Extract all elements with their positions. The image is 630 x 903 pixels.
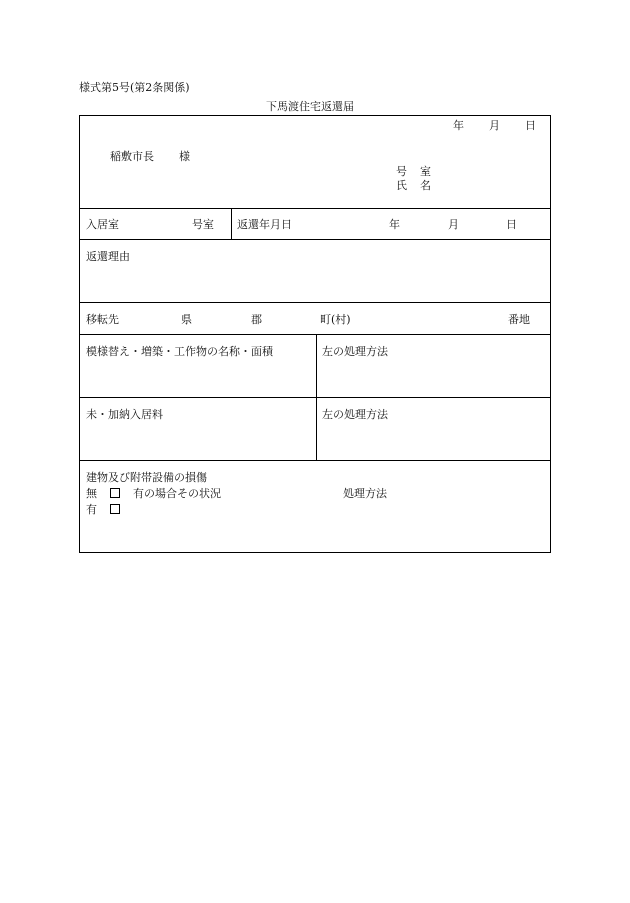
return-month: 月 bbox=[448, 218, 459, 231]
addressee-sama: 様 bbox=[179, 150, 190, 163]
relocation-prefecture: 県 bbox=[181, 313, 192, 326]
damage-none-checkbox[interactable] bbox=[110, 488, 120, 498]
room-suffix: 号室 bbox=[192, 218, 214, 231]
rent-label: 未・加納入居料 bbox=[86, 408, 163, 421]
remodel-handling-label: 左の処理方法 bbox=[322, 345, 388, 358]
return-year: 年 bbox=[389, 218, 400, 231]
date-month-label: 月 bbox=[489, 119, 500, 132]
applicant-name-shi: 氏 bbox=[396, 179, 407, 192]
damage-yes-checkbox[interactable] bbox=[110, 504, 120, 514]
remodel-label: 模様替え・増築・工作物の名称・面積 bbox=[86, 345, 273, 358]
applicant-room-go: 号 bbox=[396, 165, 407, 178]
relocation-lot: 番地 bbox=[508, 313, 530, 326]
relocation-county: 郡 bbox=[251, 313, 262, 326]
addressee-mayor: 稲敷市長 bbox=[110, 150, 154, 163]
form-title: 下馬渡住宅返還届 bbox=[266, 100, 354, 113]
room-label: 入居室 bbox=[86, 218, 119, 231]
return-form-table bbox=[79, 115, 551, 553]
row-divider bbox=[80, 302, 550, 303]
damage-handling-label: 処理方法 bbox=[343, 487, 387, 500]
damage-label: 建物及び附帯設備の損傷 bbox=[86, 471, 207, 484]
reason-label: 返還理由 bbox=[86, 250, 130, 263]
row-divider bbox=[80, 334, 550, 335]
date-day-label: 日 bbox=[525, 119, 536, 132]
rent-handling-label: 左の処理方法 bbox=[322, 408, 388, 421]
damage-exists-situation: 有の場合その状況 bbox=[133, 487, 221, 500]
col-divider bbox=[231, 208, 232, 239]
return-day: 日 bbox=[506, 218, 517, 231]
applicant-name-mei: 名 bbox=[420, 179, 431, 192]
row-divider bbox=[80, 397, 550, 398]
col-divider bbox=[316, 334, 317, 460]
form-number: 様式第5号(第2条関係) bbox=[79, 81, 190, 94]
damage-none-label: 無 bbox=[86, 487, 97, 500]
relocation-label: 移転先 bbox=[86, 313, 119, 326]
return-date-label: 返還年月日 bbox=[237, 218, 292, 231]
applicant-room-shitsu: 室 bbox=[420, 165, 431, 178]
relocation-town: 町(村) bbox=[320, 313, 351, 326]
row-divider bbox=[80, 208, 550, 209]
row-divider bbox=[80, 239, 550, 240]
date-year-label: 年 bbox=[453, 119, 464, 132]
row-divider bbox=[80, 460, 550, 461]
damage-yes-label: 有 bbox=[86, 503, 97, 516]
